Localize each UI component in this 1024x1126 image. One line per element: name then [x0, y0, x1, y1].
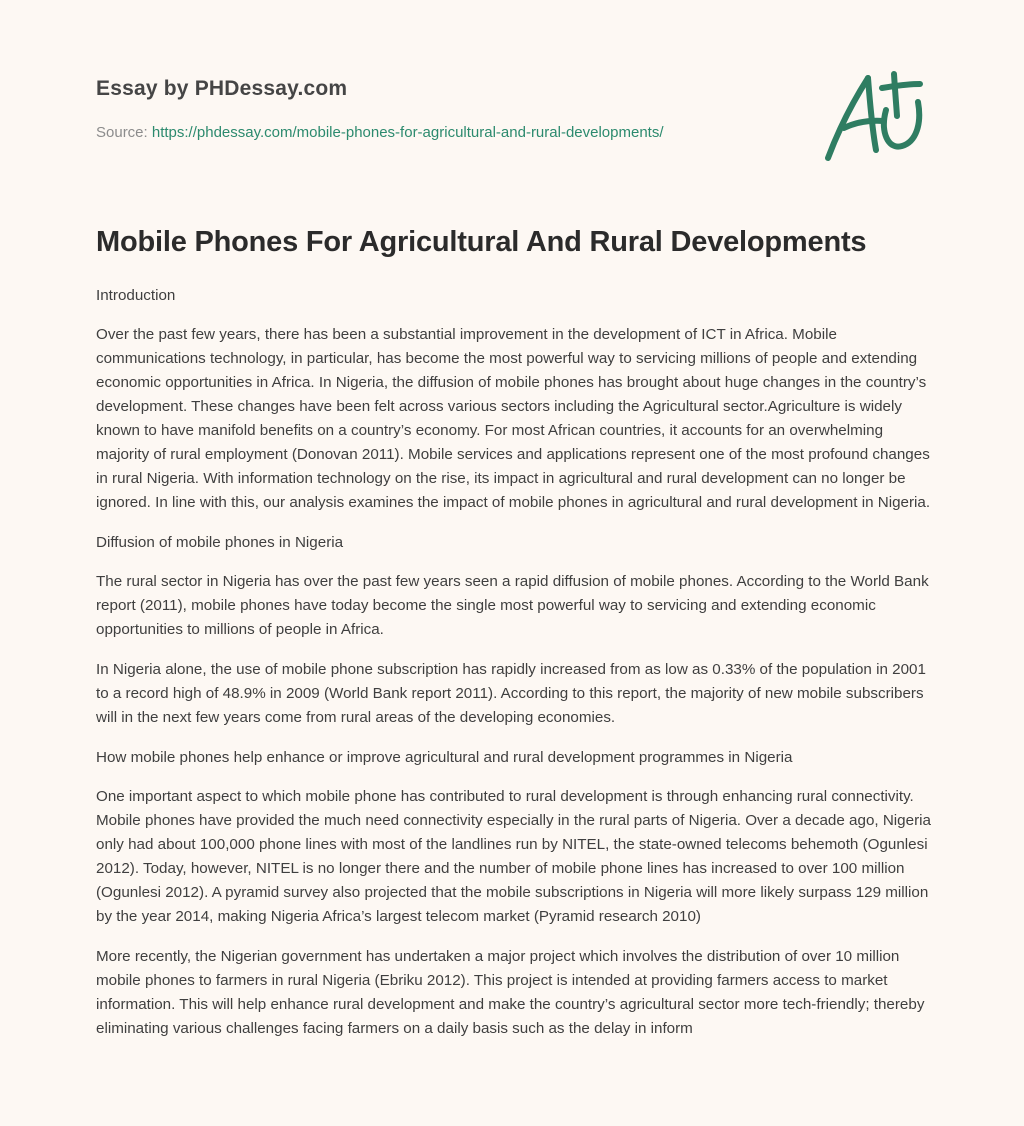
- a-plus-grade-icon: [824, 66, 928, 166]
- section-heading-introduction: Introduction: [96, 287, 176, 304]
- paragraph: In Nigeria alone, the use of mobile phone subscription has rapidly increased from as low as 0.33% of the population in 2001 to a record high of 48.9% in 2009 (World Bank report 2011). According to this report, the majority of new mobile subscribers will in the next few years come from rural areas of the developing economies.: [96, 661, 926, 726]
- site-brand: Essay by PHDessay.com: [96, 77, 348, 100]
- section-heading-how-mobile-phones-help: How mobile phones help enhance or improve agricultural and rural development programmes in Nigeria: [96, 749, 793, 766]
- section-heading-diffusion: Diffusion of mobile phones in Nigeria: [96, 534, 344, 551]
- paragraph: More recently, the Nigerian government has undertaken a major project which involves the distribution of over 10 million mobile phones to farmers in rural Nigeria (Ebriku 2012). This project is intended at providing farmers access to market information. This will help enhance rural development and make the country’s agricultural sector more tech-friendly; thereby eliminating various challenges facing farmers on a daily basis such as the delay in inform: [96, 948, 925, 1037]
- paragraph: Over the past few years, there has been a substantial improvement in the development of ICT in Africa. Mobile communications technology, in particular, has become the most powerful way to servicing millions of people and extending economic opportunities in Africa. In Nigeria, the diffusion of mobile phones has brought about huge changes in the country’s development. These changes have been felt across various sectors including the Agricultural sector.Agriculture is widely known to have manifold benefits on a country’s economy. For most African countries, it accounts for an overwhelming majority of rural employment (Donovan 2011). Mobile services and applications represent one of the most profound changes in rural Nigeria. With information technology on the rise, its impact in agricultural and rural development can no longer be ignored. In line with this, our analysis examines the impact of mobile phones in agricultural and rural development in Nigeria.: [96, 326, 931, 511]
- paragraph: One important aspect to which mobile phone has contributed to rural development is through enhancing rural connectivity. Mobile phones have provided the much need connectivity especially in the rural parts of Nigeria. Over a decade ago, Nigeria only had about 100,000 phone lines with most of the landlines run by NITEL, the state-owned telecoms behemoth (Ogunlesi 2012). Today, however, NITEL is no longer there and the number of mobile phone lines has increased to over 100 million (Ogunlesi 2012). A pyramid survey also projected that the mobile subscriptions in Nigeria will more likely surpass 129 million by the year 2014, making Nigeria Africa’s largest telecom market (Pyramid research 2010): [96, 788, 931, 925]
- source-line: [96, 124, 664, 141]
- source-link[interactable]: https://phdessay.com/mobile-phones-for-agricultural-and-rural-developments/: [151, 124, 664, 141]
- essay-body: [96, 284, 932, 1057]
- source-label: Source:: [96, 124, 152, 141]
- paragraph: The rural sector in Nigeria has over the past few years seen a rapid diffusion of mobile phones. According to the World Bank report (2011), mobile phones have today become the single most powerful way to servicing and extending economic opportunities to millions of people in Africa.: [96, 573, 929, 638]
- essay-title: Mobile Phones For Agricultural And Rural Developments: [96, 226, 867, 258]
